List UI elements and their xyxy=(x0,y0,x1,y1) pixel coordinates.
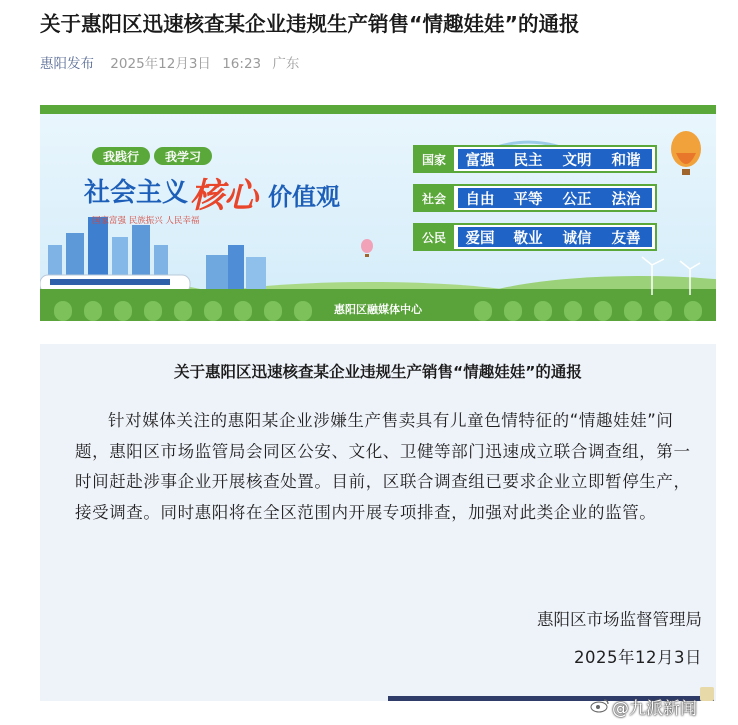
value-item: 敬业 xyxy=(513,231,543,247)
notice-date: 2025年12月3日 xyxy=(574,648,702,667)
banner-graphic xyxy=(40,105,716,321)
source-account-link[interactable]: 惠阳发布 xyxy=(40,56,94,72)
slogan-tag-study: 我学习 xyxy=(164,150,202,164)
value-row-citizen xyxy=(414,224,656,250)
row-tag: 公民 xyxy=(421,231,447,245)
value-item: 和谐 xyxy=(611,153,641,169)
value-row-nation xyxy=(414,146,656,172)
value-item: 文明 xyxy=(562,153,592,169)
corner-badge-icon xyxy=(700,687,714,701)
article-meta xyxy=(40,52,306,72)
publish-time: 16:23 xyxy=(222,56,262,72)
weibo-icon xyxy=(590,697,610,713)
value-item: 民主 xyxy=(513,153,543,169)
value-row-society xyxy=(414,185,656,211)
value-item: 友善 xyxy=(611,231,641,247)
slogan-tag-practice: 我践行 xyxy=(102,150,140,164)
row-tag: 社会 xyxy=(421,192,447,206)
banner-footer-caption: 惠阳区融媒体中心 xyxy=(334,303,422,316)
row-tag: 国家 xyxy=(421,153,447,167)
value-item: 法治 xyxy=(611,192,641,208)
watermark: @九派新闻 xyxy=(612,699,697,719)
banner-top-strip xyxy=(40,105,716,114)
value-item: 富强 xyxy=(465,153,495,169)
headline-core: 核心 xyxy=(190,176,258,216)
publish-date: 2025年12月3日 xyxy=(110,56,211,72)
article-title: 关于惠阳区迅速核查某企业违规生产销售“情趣娃娃”的通报 xyxy=(40,12,580,36)
headline-socialism: 社会主义 xyxy=(84,178,189,208)
core-values-banner xyxy=(40,105,716,321)
headline-values: 价值观 xyxy=(268,183,340,211)
value-item: 平等 xyxy=(513,192,543,208)
value-item: 公正 xyxy=(562,192,592,208)
notice-card xyxy=(40,344,716,701)
value-item: 爱国 xyxy=(465,231,495,247)
slogan-subline: 国家富强 民族振兴 人民幸福 xyxy=(92,216,200,226)
value-item: 诚信 xyxy=(562,231,592,247)
publish-location: 广东 xyxy=(272,56,300,72)
notice-signature: 惠阳区市场监督管理局 xyxy=(537,610,702,629)
notice-title: 关于惠阳区迅速核查某企业违规生产销售“情趣娃娃”的通报 xyxy=(174,363,582,381)
value-item: 自由 xyxy=(465,192,495,208)
notice-body: 针对媒体关注的惠阳某企业涉嫌生产售卖具有儿童色情特征的“情趣娃娃”问题，惠阳区市场监管局会同区公安、文化、卫健等部门迅速成立联合调查组，第一时间赶赴涉事企业开展核查处置。目前，区联合调查组已要求企业立即暂停生产，接受调查。同时惠阳将在全区范围内开展专项排查，加强对此类企业的监管。 xyxy=(75,411,691,522)
